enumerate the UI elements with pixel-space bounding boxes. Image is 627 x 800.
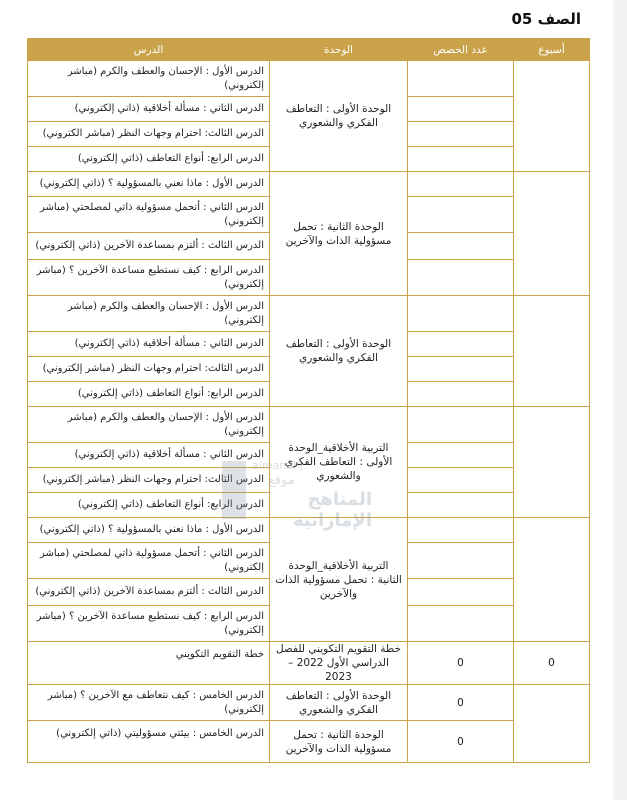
watermark-text: almanahj [252,459,303,472]
lesson-cell: الدرس الأول : الإحسان والعطف والكرم (مباشر إلكتروني) [28,61,270,97]
page-title: الصف 05 [511,10,581,28]
classes-cell [408,332,514,357]
unit-cell: التربية الأخلاقية_الوحدة الثانية : تحمل مسؤولية الذات والآخرين [270,518,408,642]
table-row [28,721,590,763]
classes-cell [408,606,514,642]
lesson-cell: الدرس الرابع: أنواع التعاطف (ذاتي إلكتروني) [28,147,270,172]
week-cell [514,172,590,296]
unit-cell: الوحدة الأولى : التعاطف الفكري والشعوري [270,61,408,172]
unit-cell: خطة التقويم التكويني للفصل الدراسي الأول 2022 – 2023 [270,642,408,685]
classes-cell: 0 [408,685,514,721]
classes-cell [408,296,514,332]
week-cell [514,407,590,518]
classes-cell [408,172,514,197]
lesson-cell: الدرس الثاني : مسألة أخلاقية (ذاتي إلكتروني) [28,443,270,468]
table-row [28,61,590,97]
watermark-text: المناهج الإماراتية [292,489,372,531]
week-cell [514,61,590,172]
table-row [28,518,590,543]
classes-cell [408,122,514,147]
classes-cell [408,443,514,468]
classes-cell [408,147,514,172]
lesson-cell: الدرس الثالث: احترام وجهات النظر (مباشر الكتروني) [28,122,270,147]
lesson-cell: الدرس الثالث : ألتزم بمساعدة الآخرين (ذاتي إلكتروني) [28,579,270,606]
header-classes: عدد الحصص [408,39,514,61]
classes-cell: 0 [408,642,514,685]
lesson-cell: الدرس الثاني : مسألة أخلاقية (ذاتي إلكتروني) [28,97,270,122]
unit-cell: التربية الأخلاقية_الوحدة الأولى : التعاطف الفكري والشعوري [270,407,408,518]
week-cell [514,518,590,642]
classes-cell [408,543,514,579]
unit-cell: الوحدة الثانية : تحمل مسؤولية الذات والآخرين [270,721,408,763]
table-header-row [28,39,590,61]
classes-cell [408,518,514,543]
lesson-plan-table [27,38,590,763]
lesson-cell: الدرس الثاني : مسألة أخلاقية (ذاتي إلكتروني) [28,332,270,357]
classes-cell [408,407,514,443]
lesson-cell: الدرس الرابع : كيف نستطيع مساعدة الآخرين ؟ (مباشر إلكتروني) [28,260,270,296]
classes-cell [408,61,514,97]
watermark-text: موقع [268,473,295,488]
lesson-cell: الدرس الرابع : كيف نستطيع مساعدة الآخرين ؟ (مباشر إلكتروني) [28,606,270,642]
header-unit: الوحدة [270,39,408,61]
assessment-row [28,642,590,685]
classes-cell: 0 [408,721,514,763]
lesson-cell: الدرس الخامس : كيف نتعاطف مع الآخرين ؟ (مباشر إلكتروني) [28,685,270,721]
lesson-cell: الدرس الثالث: احترام وجهات النظر (مباشر إلكتروني) [28,468,270,493]
table-row [28,407,590,443]
lesson-cell: الدرس الأول : الإحسان والعطف والكرم (مباشر إلكتروني) [28,407,270,443]
classes-cell [408,233,514,260]
week-cell [514,685,590,763]
lesson-cell: الدرس الثاني : أتحمل مسؤولية ذاتي لمصلحتي (مباشر إلكتروني) [28,543,270,579]
classes-cell [408,197,514,233]
table-row [28,172,590,197]
lesson-cell: الدرس الأول : ماذا نعني بالمسؤولية ؟ (ذاتي إلكتروني) [28,172,270,197]
lesson-cell: الدرس الأول : ماذا نعني بالمسؤولية ؟ (ذاتي إلكتروني) [28,518,270,543]
lesson-cell: الدرس الثاني : أتحمل مسؤولية ذاتي لمصلحتي (مباشر إلكتروني) [28,197,270,233]
table-row [28,296,590,332]
table-row [28,685,590,721]
lesson-cell: الدرس الخامس : بيئتي مسؤوليتي (ذاتي إلكتروني) [28,721,270,763]
week-cell [514,296,590,407]
lesson-cell: الدرس الرابع: أنواع التعاطف (ذاتي إلكتروني) [28,493,270,518]
classes-cell [408,468,514,493]
header-lesson: الدرس [28,39,270,61]
lesson-cell: الدرس الرابع: أنواع التعاطف (ذاتي إلكتروني) [28,382,270,407]
classes-cell [408,579,514,606]
page-edge-strip [613,0,627,800]
lesson-cell: الدرس الأول : الإحسان والعطف والكرم (مباشر إلكتروني) [28,296,270,332]
classes-cell [408,382,514,407]
lesson-cell: الدرس الثالث: احترام وجهات النظر (مباشر إلكتروني) [28,357,270,382]
lesson-cell: خطة التقويم التكويني [28,642,270,685]
classes-cell [408,493,514,518]
header-week: أسبوع [514,39,590,61]
classes-cell [408,260,514,296]
classes-cell [408,97,514,122]
lesson-cell: الدرس الثالث : ألتزم بمساعدة الآخرين (ذاتي إلكتروني) [28,233,270,260]
week-cell: 0 [514,642,590,685]
unit-cell: الوحدة الأولى : التعاطف الفكري والشعوري [270,685,408,721]
classes-cell [408,357,514,382]
unit-cell: الوحدة الأولى : التعاطف الفكري والشعوري [270,296,408,407]
unit-cell: الوحدة الثانية : تحمل مسؤولية الذات والآخرين [270,172,408,296]
